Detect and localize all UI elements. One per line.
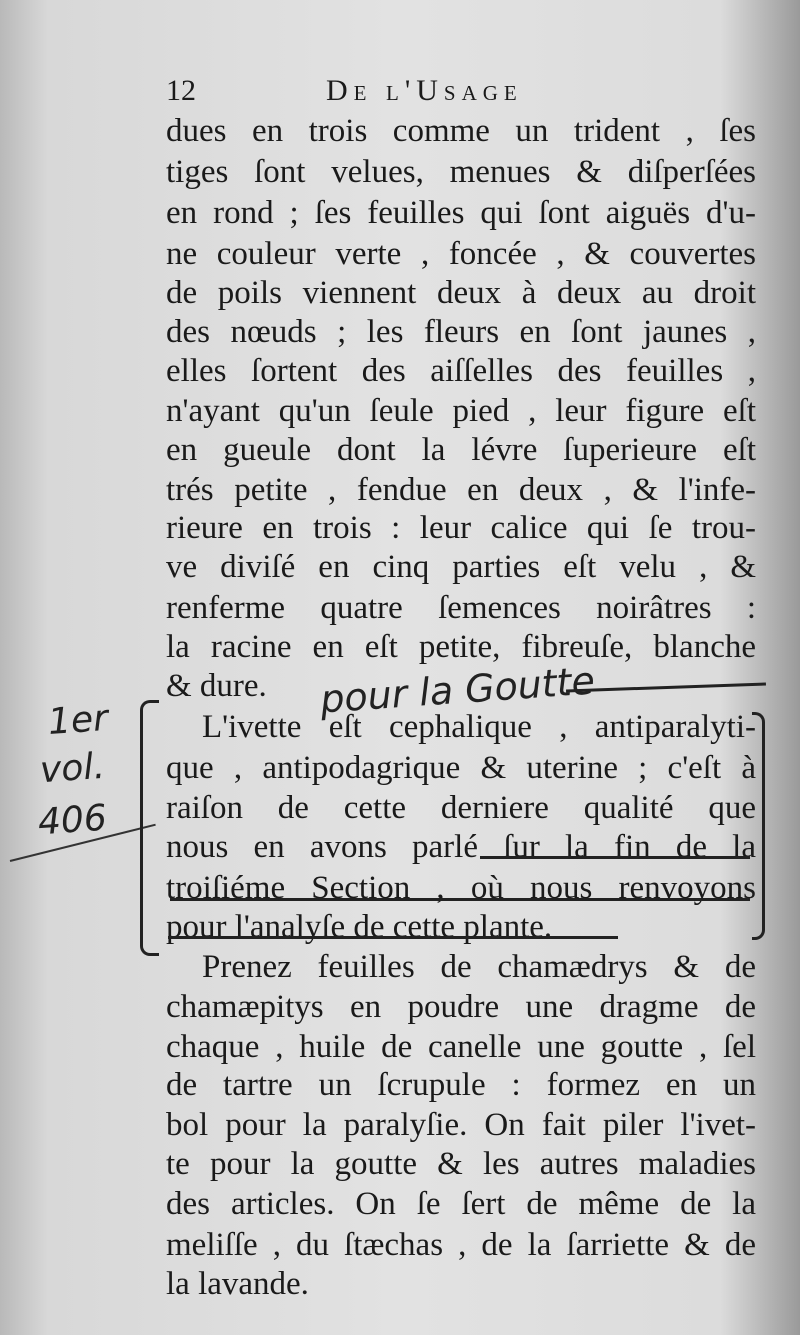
left-bracket-mark bbox=[140, 700, 159, 956]
text-line: & dure. bbox=[166, 668, 267, 704]
text-line: des articles. On ſe ſert de même de la bbox=[166, 1186, 756, 1222]
text-line: la racine en eſt petite, fibreuſe, blanche bbox=[166, 629, 756, 665]
text-line: rieure en trois : leur calice qui ſe trou- bbox=[166, 510, 756, 546]
text-line: chaque , huile de canelle une goutte , ſel bbox=[166, 1029, 756, 1065]
text-line: la lavande. bbox=[166, 1266, 309, 1302]
text-line: L'ivette eſt cephalique , antiparalyti- bbox=[202, 709, 756, 745]
text-line: nous en avons parlé ſur la fin de la bbox=[166, 829, 756, 865]
text-line: troiſiéme Section , où nous renvoyons bbox=[166, 870, 756, 906]
underline-mark-3 bbox=[168, 936, 618, 939]
underline-mark-2 bbox=[170, 898, 750, 901]
handwritten-inline-note: pour la Goutte bbox=[318, 658, 597, 722]
text-line: ve diviſé en cinq parties eſt velu , & bbox=[166, 549, 756, 585]
text-line: que , antipodagrique & uterine ; c'eſt à bbox=[166, 750, 756, 786]
text-line: bol pour la paralyſie. On fait piler l'ivet- bbox=[166, 1107, 756, 1143]
text-line: chamæpitys en poudre une dragme de bbox=[166, 989, 756, 1025]
text-line: tiges ſont velues, menues & diſperſées bbox=[166, 154, 756, 190]
text-line: raiſon de cette derniere qualité que bbox=[166, 790, 756, 826]
text-line: renferme quatre ſemences noirâtres : bbox=[166, 590, 756, 626]
underline-mark-1 bbox=[480, 856, 750, 859]
text-line: de poils viennent deux à deux au droit bbox=[166, 275, 756, 311]
text-line: pour l'analyſe de cette plante. bbox=[166, 909, 553, 945]
text-line: meliſſe , du ſtæchas , de la ſarriette & de bbox=[166, 1227, 756, 1263]
text-line: elles ſortent des aiſſelles des feuilles , bbox=[166, 353, 756, 389]
margin-note-line-3: 406 bbox=[36, 797, 109, 844]
text-line: en gueule dont la lévre ſuperieure eſt bbox=[166, 432, 756, 468]
text-line: te pour la goutte & les autres maladies bbox=[166, 1146, 756, 1182]
right-bracket-mark bbox=[752, 712, 765, 940]
text-line: Prenez feuilles de chamædrys & de bbox=[202, 949, 756, 985]
text-line: en rond ; ſes feuilles qui ſont aiguës d'u- bbox=[166, 195, 756, 231]
text-line: ne couleur verte , foncée , & couvertes bbox=[166, 236, 756, 272]
margin-note-line-2: vol. bbox=[38, 745, 107, 792]
text-line: trés petite , fendue en deux , & l'infe- bbox=[166, 472, 756, 508]
text-line: de tartre un ſcrupule : formez en un bbox=[166, 1067, 756, 1103]
text-line: n'ayant qu'un ſeule pied , leur figure eſt bbox=[166, 393, 756, 429]
text-line: dues en trois comme un trident , ſes bbox=[166, 113, 756, 149]
margin-note-line-1: 1er bbox=[46, 697, 110, 744]
running-title: De l'Usage bbox=[326, 74, 523, 107]
page-number: 12 bbox=[166, 74, 196, 107]
text-line: des nœuds ; les fleurs en ſont jaunes , bbox=[166, 314, 756, 350]
